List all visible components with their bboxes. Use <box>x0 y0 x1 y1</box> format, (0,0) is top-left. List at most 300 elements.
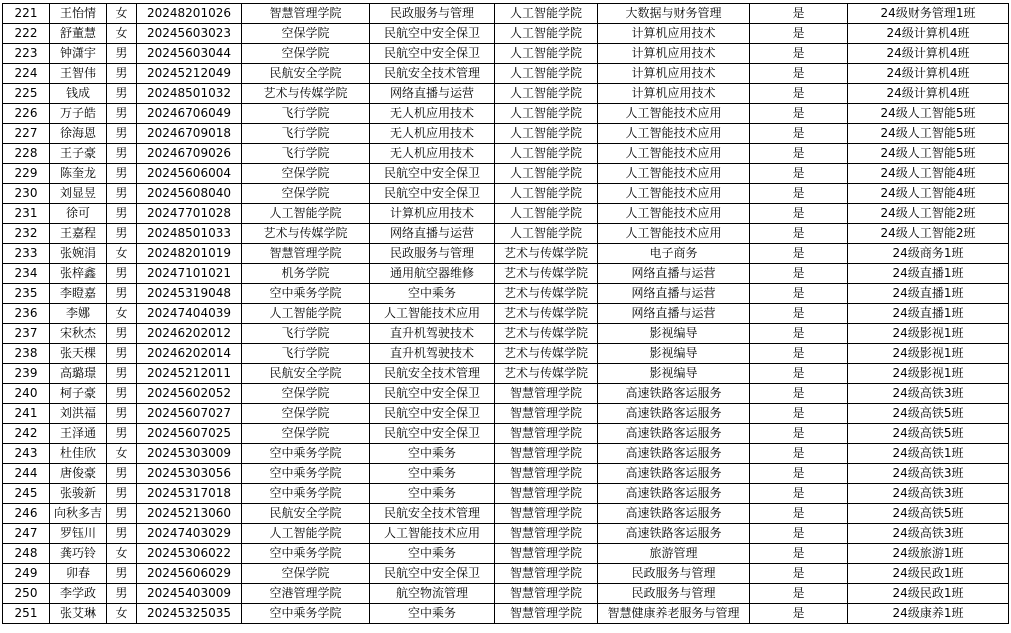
student-id-cell: 20245317018 <box>137 484 242 504</box>
new-major-cell: 民政服务与管理 <box>598 564 750 584</box>
student-id-cell: 20246709026 <box>137 144 242 164</box>
new-college-cell: 人工智能学院 <box>495 104 598 124</box>
row-number-cell: 237 <box>3 324 50 344</box>
original-major-cell: 民航空中安全保卫 <box>370 384 495 404</box>
student-name-cell: 高璐璟 <box>50 364 107 384</box>
new-class-cell: 24级计算机4班 <box>848 44 1009 64</box>
new-class-cell: 24级人工智能5班 <box>848 124 1009 144</box>
table-row <box>3 284 1009 304</box>
table-row <box>3 264 1009 284</box>
original-college-cell: 空中乘务学院 <box>242 444 370 464</box>
new-class-cell: 24级高铁3班 <box>848 484 1009 504</box>
new-college-cell: 智慧管理学院 <box>495 384 598 404</box>
new-class-cell: 24级影视1班 <box>848 364 1009 384</box>
new-class-cell: 24级直播1班 <box>848 304 1009 324</box>
student-name-cell: 王嘉程 <box>50 224 107 244</box>
new-college-cell: 人工智能学院 <box>495 4 598 24</box>
new-college-cell: 人工智能学院 <box>495 84 598 104</box>
row-number-cell: 224 <box>3 64 50 84</box>
gender-cell: 女 <box>107 244 137 264</box>
student-id-cell: 20247101021 <box>137 264 242 284</box>
original-college-cell: 飞行学院 <box>242 344 370 364</box>
original-college-cell: 飞行学院 <box>242 324 370 344</box>
student-id-cell: 20246202014 <box>137 344 242 364</box>
transfer-approved-cell: 是 <box>750 604 848 624</box>
original-major-cell: 民航空中安全保卫 <box>370 184 495 204</box>
original-college-cell: 空保学院 <box>242 564 370 584</box>
new-college-cell: 艺术与传媒学院 <box>495 344 598 364</box>
new-college-cell: 人工智能学院 <box>495 184 598 204</box>
new-major-cell: 人工智能技术应用 <box>598 124 750 144</box>
new-college-cell: 艺术与传媒学院 <box>495 264 598 284</box>
transfer-approved-cell: 是 <box>750 124 848 144</box>
gender-cell: 男 <box>107 584 137 604</box>
row-number-cell: 232 <box>3 224 50 244</box>
student-name-cell: 柯子豪 <box>50 384 107 404</box>
gender-cell: 男 <box>107 184 137 204</box>
transfer-approved-cell: 是 <box>750 324 848 344</box>
gender-cell: 男 <box>107 424 137 444</box>
original-college-cell: 空保学院 <box>242 24 370 44</box>
student-id-cell: 20245607027 <box>137 404 242 424</box>
table-row <box>3 44 1009 64</box>
new-major-cell: 影视编导 <box>598 344 750 364</box>
original-college-cell: 空中乘务学院 <box>242 544 370 564</box>
gender-cell: 男 <box>107 44 137 64</box>
original-major-cell: 民政服务与管理 <box>370 244 495 264</box>
new-college-cell: 智慧管理学院 <box>495 424 598 444</box>
new-class-cell: 24级高铁5班 <box>848 504 1009 524</box>
row-number-cell: 248 <box>3 544 50 564</box>
original-college-cell: 民航安全学院 <box>242 364 370 384</box>
student-name-cell: 王泽通 <box>50 424 107 444</box>
table-row <box>3 444 1009 464</box>
row-number-cell: 221 <box>3 4 50 24</box>
new-major-cell: 智慧健康养老服务与管理 <box>598 604 750 624</box>
student-name-cell: 宋秋杰 <box>50 324 107 344</box>
gender-cell: 男 <box>107 264 137 284</box>
transfer-approved-cell: 是 <box>750 384 848 404</box>
transfer-approved-cell: 是 <box>750 344 848 364</box>
student-id-cell: 20248501033 <box>137 224 242 244</box>
new-major-cell: 高速铁路客运服务 <box>598 404 750 424</box>
new-major-cell: 计算机应用技术 <box>598 24 750 44</box>
transfer-approved-cell: 是 <box>750 144 848 164</box>
new-class-cell: 24级计算机4班 <box>848 64 1009 84</box>
original-major-cell: 民航安全技术管理 <box>370 364 495 384</box>
original-college-cell: 空保学院 <box>242 384 370 404</box>
table-row <box>3 124 1009 144</box>
new-class-cell: 24级高铁3班 <box>848 524 1009 544</box>
row-number-cell: 238 <box>3 344 50 364</box>
new-college-cell: 智慧管理学院 <box>495 564 598 584</box>
new-class-cell: 24级财务管理1班 <box>848 4 1009 24</box>
new-college-cell: 艺术与传媒学院 <box>495 244 598 264</box>
new-class-cell: 24级康养1班 <box>848 604 1009 624</box>
new-class-cell: 24级高铁3班 <box>848 384 1009 404</box>
new-class-cell: 24级高铁5班 <box>848 424 1009 444</box>
student-id-cell: 20245319048 <box>137 284 242 304</box>
table-row <box>3 144 1009 164</box>
new-class-cell: 24级人工智能2班 <box>848 204 1009 224</box>
new-college-cell: 智慧管理学院 <box>495 504 598 524</box>
original-major-cell: 空中乘务 <box>370 604 495 624</box>
row-number-cell: 250 <box>3 584 50 604</box>
original-college-cell: 飞行学院 <box>242 124 370 144</box>
gender-cell: 男 <box>107 104 137 124</box>
new-class-cell: 24级直播1班 <box>848 264 1009 284</box>
student-id-cell: 20245303009 <box>137 444 242 464</box>
original-college-cell: 民航安全学院 <box>242 64 370 84</box>
student-name-cell: 杜佳欣 <box>50 444 107 464</box>
table-row <box>3 584 1009 604</box>
student-name-cell: 李瞪嘉 <box>50 284 107 304</box>
student-id-cell: 20245603023 <box>137 24 242 44</box>
new-college-cell: 智慧管理学院 <box>495 404 598 424</box>
table-row <box>3 544 1009 564</box>
row-number-cell: 225 <box>3 84 50 104</box>
original-college-cell: 人工智能学院 <box>242 524 370 544</box>
student-id-cell: 20246706049 <box>137 104 242 124</box>
table-row <box>3 184 1009 204</box>
transfer-approved-cell: 是 <box>750 204 848 224</box>
transfer-approved-cell: 是 <box>750 484 848 504</box>
new-class-cell: 24级影视1班 <box>848 324 1009 344</box>
table-row <box>3 604 1009 624</box>
original-major-cell: 网络直播与运营 <box>370 84 495 104</box>
table-row <box>3 484 1009 504</box>
new-class-cell: 24级人工智能5班 <box>848 144 1009 164</box>
table-row <box>3 524 1009 544</box>
original-major-cell: 民航空中安全保卫 <box>370 424 495 444</box>
table-row <box>3 64 1009 84</box>
student-name-cell: 张梓鑫 <box>50 264 107 284</box>
gender-cell: 男 <box>107 524 137 544</box>
original-college-cell: 空中乘务学院 <box>242 604 370 624</box>
transfer-approved-cell: 是 <box>750 164 848 184</box>
gender-cell: 男 <box>107 384 137 404</box>
gender-cell: 男 <box>107 124 137 144</box>
gender-cell: 男 <box>107 324 137 344</box>
original-college-cell: 机务学院 <box>242 264 370 284</box>
table-row <box>3 364 1009 384</box>
row-number-cell: 236 <box>3 304 50 324</box>
gender-cell: 男 <box>107 164 137 184</box>
gender-cell: 男 <box>107 284 137 304</box>
student-name-cell: 张天棵 <box>50 344 107 364</box>
new-class-cell: 24级高铁3班 <box>848 464 1009 484</box>
new-college-cell: 人工智能学院 <box>495 64 598 84</box>
new-major-cell: 高速铁路客运服务 <box>598 524 750 544</box>
student-id-cell: 20245213060 <box>137 504 242 524</box>
new-major-cell: 高速铁路客运服务 <box>598 384 750 404</box>
new-class-cell: 24级人工智能5班 <box>848 104 1009 124</box>
original-major-cell: 直升机驾驶技术 <box>370 344 495 364</box>
new-major-cell: 民政服务与管理 <box>598 584 750 604</box>
new-class-cell: 24级人工智能4班 <box>848 164 1009 184</box>
table-row <box>3 84 1009 104</box>
transfer-approved-cell: 是 <box>750 424 848 444</box>
student-name-cell: 万子皓 <box>50 104 107 124</box>
original-college-cell: 艺术与传媒学院 <box>242 84 370 104</box>
new-major-cell: 人工智能技术应用 <box>598 184 750 204</box>
gender-cell: 女 <box>107 304 137 324</box>
student-name-cell: 钟潇宇 <box>50 44 107 64</box>
original-college-cell: 空中乘务学院 <box>242 284 370 304</box>
new-major-cell: 计算机应用技术 <box>598 64 750 84</box>
new-college-cell: 人工智能学院 <box>495 124 598 144</box>
student-id-cell: 20245606004 <box>137 164 242 184</box>
new-major-cell: 电子商务 <box>598 244 750 264</box>
table-row <box>3 104 1009 124</box>
new-major-cell: 高速铁路客运服务 <box>598 484 750 504</box>
row-number-cell: 249 <box>3 564 50 584</box>
new-college-cell: 人工智能学院 <box>495 24 598 44</box>
original-college-cell: 飞行学院 <box>242 104 370 124</box>
new-major-cell: 高速铁路客运服务 <box>598 464 750 484</box>
gender-cell: 男 <box>107 344 137 364</box>
student-id-cell: 20246202012 <box>137 324 242 344</box>
new-class-cell: 24级直播1班 <box>848 284 1009 304</box>
new-college-cell: 智慧管理学院 <box>495 584 598 604</box>
gender-cell: 男 <box>107 144 137 164</box>
table-row <box>3 304 1009 324</box>
student-name-cell: 刘洪福 <box>50 404 107 424</box>
student-id-cell: 20245608040 <box>137 184 242 204</box>
original-college-cell: 空保学院 <box>242 184 370 204</box>
transfer-approved-cell: 是 <box>750 84 848 104</box>
new-college-cell: 艺术与传媒学院 <box>495 324 598 344</box>
new-major-cell: 网络直播与运营 <box>598 264 750 284</box>
gender-cell: 男 <box>107 564 137 584</box>
student-name-cell: 向秋多吉 <box>50 504 107 524</box>
student-name-cell: 徐海恩 <box>50 124 107 144</box>
gender-cell: 男 <box>107 364 137 384</box>
new-college-cell: 艺术与传媒学院 <box>495 284 598 304</box>
original-major-cell: 空中乘务 <box>370 484 495 504</box>
original-major-cell: 民航空中安全保卫 <box>370 24 495 44</box>
gender-cell: 女 <box>107 24 137 44</box>
new-college-cell: 艺术与传媒学院 <box>495 364 598 384</box>
new-college-cell: 人工智能学院 <box>495 144 598 164</box>
row-number-cell: 239 <box>3 364 50 384</box>
table-row <box>3 24 1009 44</box>
original-major-cell: 空中乘务 <box>370 444 495 464</box>
original-major-cell: 民航空中安全保卫 <box>370 404 495 424</box>
original-major-cell: 民航空中安全保卫 <box>370 44 495 64</box>
transfer-approved-cell: 是 <box>750 364 848 384</box>
new-class-cell: 24级计算机4班 <box>848 24 1009 44</box>
transfer-approved-cell: 是 <box>750 584 848 604</box>
student-id-cell: 20247404039 <box>137 304 242 324</box>
table-row <box>3 4 1009 24</box>
table-body <box>3 4 1009 624</box>
student-name-cell: 唐俊豪 <box>50 464 107 484</box>
transfer-approved-cell: 是 <box>750 244 848 264</box>
original-major-cell: 空中乘务 <box>370 464 495 484</box>
new-college-cell: 人工智能学院 <box>495 204 598 224</box>
row-number-cell: 227 <box>3 124 50 144</box>
gender-cell: 男 <box>107 504 137 524</box>
new-class-cell: 24级计算机4班 <box>848 84 1009 104</box>
table-row <box>3 324 1009 344</box>
gender-cell: 女 <box>107 444 137 464</box>
new-major-cell: 影视编导 <box>598 364 750 384</box>
original-major-cell: 空中乘务 <box>370 544 495 564</box>
new-college-cell: 智慧管理学院 <box>495 604 598 624</box>
transfer-approved-cell: 是 <box>750 524 848 544</box>
original-college-cell: 空保学院 <box>242 44 370 64</box>
student-id-cell: 20246709018 <box>137 124 242 144</box>
student-id-cell: 20245606029 <box>137 564 242 584</box>
table-row <box>3 244 1009 264</box>
student-name-cell: 王怡情 <box>50 4 107 24</box>
student-id-cell: 20245325035 <box>137 604 242 624</box>
original-major-cell: 航空物流管理 <box>370 584 495 604</box>
table-row <box>3 464 1009 484</box>
gender-cell: 男 <box>107 84 137 104</box>
row-number-cell: 229 <box>3 164 50 184</box>
gender-cell: 男 <box>107 204 137 224</box>
gender-cell: 女 <box>107 544 137 564</box>
new-major-cell: 网络直播与运营 <box>598 284 750 304</box>
table-row <box>3 404 1009 424</box>
student-id-cell: 20248201019 <box>137 244 242 264</box>
new-major-cell: 高速铁路客运服务 <box>598 504 750 524</box>
original-college-cell: 空保学院 <box>242 164 370 184</box>
student-name-cell: 龚巧铃 <box>50 544 107 564</box>
transfer-approved-cell: 是 <box>750 544 848 564</box>
original-major-cell: 通用航空器维修 <box>370 264 495 284</box>
new-major-cell: 网络直播与运营 <box>598 304 750 324</box>
student-id-cell: 20245602052 <box>137 384 242 404</box>
student-name-cell: 张婉涓 <box>50 244 107 264</box>
transfer-approved-cell: 是 <box>750 264 848 284</box>
new-class-cell: 24级旅游1班 <box>848 544 1009 564</box>
row-number-cell: 235 <box>3 284 50 304</box>
student-id-cell: 20247701028 <box>137 204 242 224</box>
table-row <box>3 424 1009 444</box>
new-major-cell: 大数据与财务管理 <box>598 4 750 24</box>
row-number-cell: 247 <box>3 524 50 544</box>
gender-cell: 男 <box>107 404 137 424</box>
transfer-approved-cell: 是 <box>750 104 848 124</box>
new-class-cell: 24级民政1班 <box>848 584 1009 604</box>
gender-cell: 女 <box>107 4 137 24</box>
transfer-approved-cell: 是 <box>750 564 848 584</box>
transfer-approved-cell: 是 <box>750 64 848 84</box>
student-id-cell: 20248201026 <box>137 4 242 24</box>
new-major-cell: 旅游管理 <box>598 544 750 564</box>
student-name-cell: 罗钰川 <box>50 524 107 544</box>
row-number-cell: 226 <box>3 104 50 124</box>
gender-cell: 男 <box>107 64 137 84</box>
transfer-approved-cell: 是 <box>750 184 848 204</box>
new-class-cell: 24级商务1班 <box>848 244 1009 264</box>
new-class-cell: 24级民政1班 <box>848 564 1009 584</box>
original-college-cell: 飞行学院 <box>242 144 370 164</box>
student-name-cell: 王智伟 <box>50 64 107 84</box>
student-name-cell: 王子豪 <box>50 144 107 164</box>
original-major-cell: 空中乘务 <box>370 284 495 304</box>
original-college-cell: 空保学院 <box>242 424 370 444</box>
new-college-cell: 智慧管理学院 <box>495 444 598 464</box>
new-class-cell: 24级影视1班 <box>848 344 1009 364</box>
original-major-cell: 人工智能技术应用 <box>370 304 495 324</box>
new-major-cell: 人工智能技术应用 <box>598 104 750 124</box>
new-major-cell: 高速铁路客运服务 <box>598 424 750 444</box>
student-name-cell: 钱成 <box>50 84 107 104</box>
new-class-cell: 24级高铁1班 <box>848 444 1009 464</box>
student-name-cell: 卯春 <box>50 564 107 584</box>
student-id-cell: 20245603044 <box>137 44 242 64</box>
original-major-cell: 民航安全技术管理 <box>370 64 495 84</box>
original-college-cell: 空中乘务学院 <box>242 484 370 504</box>
student-name-cell: 徐可 <box>50 204 107 224</box>
original-major-cell: 网络直播与运营 <box>370 224 495 244</box>
new-class-cell: 24级人工智能4班 <box>848 184 1009 204</box>
original-college-cell: 人工智能学院 <box>242 304 370 324</box>
new-major-cell: 人工智能技术应用 <box>598 204 750 224</box>
student-id-cell: 20245607025 <box>137 424 242 444</box>
row-number-cell: 228 <box>3 144 50 164</box>
new-college-cell: 智慧管理学院 <box>495 464 598 484</box>
student-name-cell: 李娜 <box>50 304 107 324</box>
transfer-approved-cell: 是 <box>750 404 848 424</box>
row-number-cell: 240 <box>3 384 50 404</box>
new-major-cell: 人工智能技术应用 <box>598 144 750 164</box>
new-major-cell: 人工智能技术应用 <box>598 224 750 244</box>
student-name-cell: 李学政 <box>50 584 107 604</box>
gender-cell: 男 <box>107 484 137 504</box>
original-college-cell: 智慧管理学院 <box>242 4 370 24</box>
row-number-cell: 243 <box>3 444 50 464</box>
transfer-approved-cell: 是 <box>750 504 848 524</box>
new-major-cell: 影视编导 <box>598 324 750 344</box>
original-major-cell: 计算机应用技术 <box>370 204 495 224</box>
row-number-cell: 233 <box>3 244 50 264</box>
new-major-cell: 计算机应用技术 <box>598 44 750 64</box>
student-id-cell: 20245403009 <box>137 584 242 604</box>
original-major-cell: 民航安全技术管理 <box>370 504 495 524</box>
student-name-cell: 陈奎龙 <box>50 164 107 184</box>
student-name-cell: 刘显昱 <box>50 184 107 204</box>
original-college-cell: 艺术与传媒学院 <box>242 224 370 244</box>
new-college-cell: 艺术与传媒学院 <box>495 304 598 324</box>
row-number-cell: 234 <box>3 264 50 284</box>
student-id-cell: 20245212011 <box>137 364 242 384</box>
gender-cell: 女 <box>107 604 137 624</box>
row-number-cell: 241 <box>3 404 50 424</box>
table-row <box>3 164 1009 184</box>
transfer-approved-cell: 是 <box>750 4 848 24</box>
student-id-cell: 20245306022 <box>137 544 242 564</box>
new-major-cell: 高速铁路客运服务 <box>598 444 750 464</box>
student-name-cell: 张艾琳 <box>50 604 107 624</box>
new-college-cell: 智慧管理学院 <box>495 484 598 504</box>
original-major-cell: 民政服务与管理 <box>370 4 495 24</box>
table-row <box>3 344 1009 364</box>
new-college-cell: 人工智能学院 <box>495 164 598 184</box>
table-row <box>3 504 1009 524</box>
gender-cell: 男 <box>107 224 137 244</box>
transfer-approved-cell: 是 <box>750 44 848 64</box>
original-major-cell: 直升机驾驶技术 <box>370 324 495 344</box>
gender-cell: 男 <box>107 464 137 484</box>
original-major-cell: 民航空中安全保卫 <box>370 564 495 584</box>
transfer-approved-cell: 是 <box>750 304 848 324</box>
row-number-cell: 244 <box>3 464 50 484</box>
